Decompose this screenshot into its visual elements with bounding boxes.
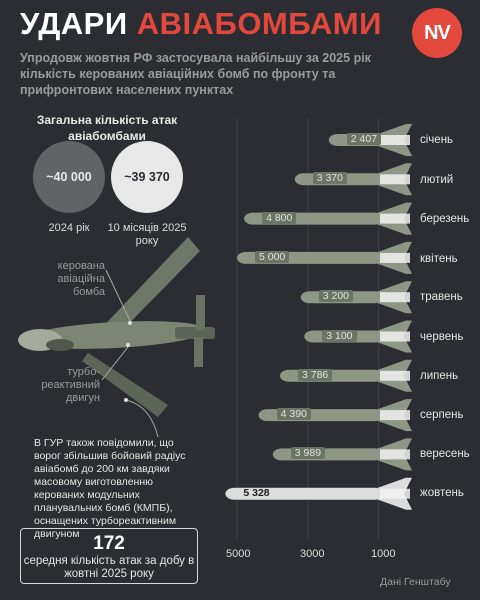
month-label: липень bbox=[420, 370, 459, 382]
subtitle: Упродовж жовтня РФ застосувала найбільшу за 2025 рік кількість керованих авіаційних бомб по фронту та прифронтових населених пунктах bbox=[20, 51, 371, 97]
bar-value-label: 5 000 bbox=[255, 251, 289, 263]
bar-value-label: 3 100 bbox=[322, 330, 356, 342]
bar-value-label: 3 370 bbox=[313, 172, 347, 184]
month-label: лютий bbox=[420, 174, 454, 186]
month-label: травень bbox=[420, 291, 463, 303]
average-number: 172 bbox=[93, 533, 125, 554]
bar-value-label: 3 786 bbox=[298, 369, 332, 381]
bar-value-label: 3 989 bbox=[291, 447, 325, 459]
bar-mark bbox=[301, 281, 412, 313]
callout-guided-bomb: керована авіаційна бомба bbox=[57, 260, 105, 298]
circle-2025-value: ~39 370 bbox=[111, 141, 183, 213]
month-label: жовтень bbox=[420, 487, 464, 499]
year-label-2024: 2024 рік bbox=[48, 222, 90, 234]
average-caption: середня кількість атак за добу в жовтні 2025 року bbox=[23, 555, 195, 580]
nv-logo: NV bbox=[412, 8, 462, 58]
title-part2: АВІАБОМБАМИ bbox=[136, 6, 382, 41]
month-label: березень bbox=[420, 213, 470, 225]
data-source: Дані Генштабу bbox=[380, 576, 451, 588]
bar-value-label: 3 200 bbox=[319, 290, 353, 302]
gur-note: В ГУР також повідомили, що ворог збільшив бойовий радіус авіабомб до 200 км завдяки масовому виготовленню керованих модульних планувальних бомб (КМПБ), оснащених турбореактивним двигуном bbox=[34, 437, 186, 540]
x-tick-3000: 3000 bbox=[300, 548, 325, 560]
month-label: квітень bbox=[420, 253, 458, 265]
month-label: вересень bbox=[420, 448, 470, 460]
month-label: січень bbox=[420, 134, 454, 146]
x-tick-5000: 5000 bbox=[226, 548, 251, 560]
bar-value-label: 4 800 bbox=[262, 212, 296, 224]
circle-2024-value: ~40 000 bbox=[33, 141, 105, 213]
totals-title: Загальна кількість атак авіабомбами bbox=[36, 113, 178, 143]
year-label-2025: 10 місяців 2025 року bbox=[107, 222, 187, 247]
month-label: серпень bbox=[420, 409, 464, 421]
x-tick-1000: 1000 bbox=[371, 548, 396, 560]
bar-value-label: 2 407 bbox=[347, 133, 381, 145]
callout-turbojet-engine: турбо-реактивний двигун bbox=[41, 366, 100, 404]
title-part1: УДАРИ bbox=[20, 6, 128, 41]
bar-mark bbox=[304, 321, 412, 353]
bar-value-label: 4 390 bbox=[277, 408, 311, 420]
bar-value-label: 5 328 bbox=[243, 486, 270, 499]
month-label: червень bbox=[420, 331, 464, 343]
